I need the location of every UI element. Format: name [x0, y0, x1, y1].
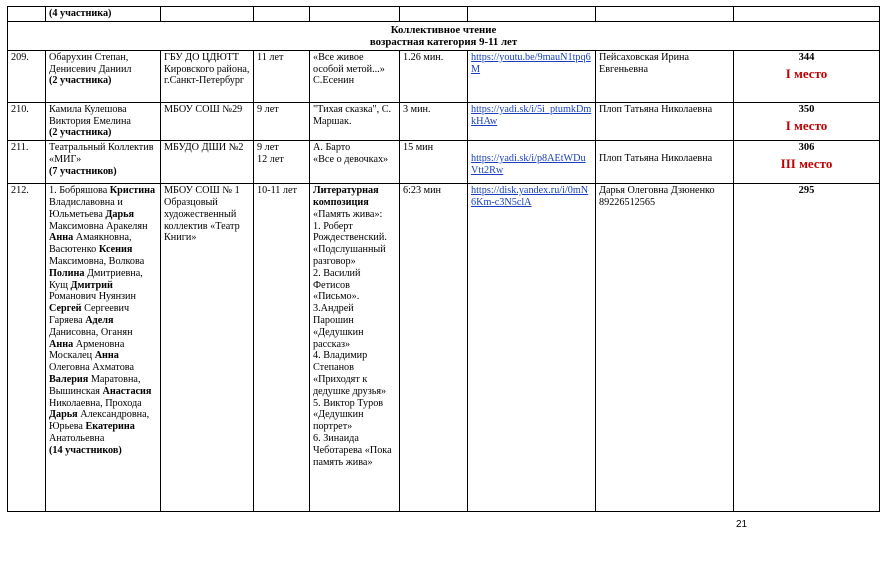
work-cell: А. Барто «Все о девочках» — [310, 141, 400, 184]
participant-name-text: Александровна, Юрьева — [49, 409, 150, 433]
participant-count: (7 участников) — [49, 165, 117, 177]
section-header-row — [8, 21, 880, 50]
section-header — [8, 21, 880, 50]
school-cell: МБОУ СОШ № 1 Образцовый художественный коллектив «Театр Книги» — [161, 184, 254, 512]
participant-count: (14 участников) — [49, 444, 122, 456]
age-cell: 9 лет 12 лет — [254, 141, 310, 184]
participant-first-name: Дарья — [105, 208, 135, 220]
participant-name-text: Максимовна, Волкова — [49, 255, 145, 267]
participant-name-text: Владиславовна и Юльметьева — [49, 196, 123, 220]
participant-first-name: Екатерина — [85, 421, 135, 433]
participant-first-name: Анна — [49, 338, 74, 350]
score-value: 344 — [798, 51, 815, 63]
results-table — [7, 6, 880, 512]
video-link[interactable]: https://yadi.sk/i/5i_ptumkDmkHAw — [471, 103, 592, 127]
participant-names: Театральный Коллектив «МИГ» — [49, 142, 154, 165]
participant-first-name: Дмитрий — [70, 279, 113, 291]
section-category: возрастная категория 9-11 лет — [369, 35, 518, 48]
participant-name-text: Олеговна Ахматова — [49, 362, 135, 374]
participant-first-name: Ксения — [98, 244, 133, 256]
link-cell — [468, 50, 596, 102]
participant-first-name: Анна — [94, 350, 119, 362]
link-cell — [468, 102, 596, 140]
teacher-name: Плоп Татьяна Николаевна — [599, 153, 713, 165]
video-link[interactable]: https://yadi.sk/i/p8AEtWDuVtt2Rw — [471, 153, 586, 176]
work-cell: "Тихая сказка", С. Маршак. — [310, 102, 400, 140]
video-link[interactable]: https://disk.yandex.ru/i/0mN6Km-c3N5clA — [471, 185, 589, 208]
duration-cell: 1.26 мин. — [400, 50, 468, 102]
score-value: 295 — [798, 185, 815, 197]
participant-names: Камила Кулешова Виктория Емелина — [49, 103, 131, 127]
participant-first-name: Полина — [49, 267, 85, 279]
section-title: Коллективное чтение — [390, 23, 497, 36]
participant-name-text: Амаякновна, Васютенко — [49, 232, 132, 256]
participant-name-text: Максимовна Аракелян — [49, 220, 148, 232]
participant-names — [49, 185, 157, 445]
participant-name-text: Анатольевна — [49, 432, 105, 444]
participant-name-text: Сергеевич Гаряева — [49, 303, 130, 326]
table-row — [8, 141, 880, 184]
place-badge: III место — [780, 156, 833, 172]
score-cell — [734, 184, 880, 512]
work-list: «Память жива»: 1. Роберт Рождественский. «Подслушанный разговор» 2. Василий Фетисов «Письмо». 3.Андрей Парошин «Дедушкин рассказ» 4. Владимир Степанов «Приходят к дедушке друзья» 5. Виктор Туров «Дедушкин портрет» 6. Зинаида Чеботарева «Пока память жива» — [313, 208, 392, 468]
teacher-cell — [596, 141, 734, 184]
duration-cell: 6:23 мин — [400, 184, 468, 512]
age-cell: 9 лет — [254, 102, 310, 140]
participant-name-text: 1. Бобряшова — [49, 185, 110, 197]
work-title: Литературная композиция — [313, 185, 379, 208]
score-cell — [734, 102, 880, 140]
link-cell — [468, 141, 596, 184]
teacher-cell: Дарья Олеговна Дзюненко 89226512565 — [596, 184, 734, 512]
video-link[interactable]: https://youtu.be/9mauN1tpq6M — [471, 51, 591, 75]
row-number: 211. — [8, 141, 46, 184]
participant-cell — [46, 184, 161, 512]
score-value: 306 — [798, 142, 815, 154]
page-number: 21 — [736, 519, 748, 530]
participant-first-name: Валерия — [49, 373, 89, 385]
table-row — [8, 102, 880, 140]
teacher-cell: Пейсаховская Ирина Евгеньевна — [596, 50, 734, 102]
participant-name-text: Данисовна, Оганян — [49, 326, 133, 338]
participant-count: (2 участника) — [49, 75, 112, 87]
participant-first-name: Дарья — [49, 409, 78, 421]
score-cell — [734, 50, 880, 102]
score-value: 350 — [798, 103, 815, 115]
participant-name-text: Николаевна, Прохода — [49, 397, 142, 409]
age-cell: 11 лет — [254, 50, 310, 102]
participant-first-name: Анна — [49, 232, 74, 244]
participant-cell — [46, 50, 161, 102]
participant-first-name: Кристина — [109, 185, 156, 197]
table-row — [8, 184, 880, 512]
participant-count: (2 участника) — [49, 127, 112, 139]
place-badge: I место — [785, 117, 828, 133]
place-badge: I место — [785, 65, 828, 81]
participant-names: Обарухин Степан, Денисевич Даниил — [49, 51, 132, 75]
continuation-row — [8, 7, 880, 22]
teacher-cell: Плоп Татьяна Николаевна — [596, 102, 734, 140]
work-cell: «Все живое особой метой...» С.Есенин — [310, 50, 400, 102]
participants-count: (4 участника) — [46, 7, 161, 22]
participant-cell — [46, 141, 161, 184]
school-cell: ГБУ ДО ЦДЮТТ Кировского района, г.Санкт-Петербург — [161, 50, 254, 102]
age-cell: 10-11 лет — [254, 184, 310, 512]
row-number: 210. — [8, 102, 46, 140]
participant-first-name: Сергей — [49, 303, 82, 315]
participant-cell — [46, 102, 161, 140]
row-number: 209. — [8, 50, 46, 102]
participant-name-text: Романович Нуянзин — [49, 291, 136, 303]
table-row — [8, 50, 880, 102]
school-cell: МБУДО ДШИ №2 — [161, 141, 254, 184]
link-cell — [468, 184, 596, 512]
row-number: 212. — [8, 184, 46, 512]
score-cell — [734, 141, 880, 184]
work-cell — [310, 184, 400, 512]
school-cell: МБОУ СОШ №29 — [161, 102, 254, 140]
participant-name-text: Маратовна, Вышинская — [49, 373, 141, 397]
participant-first-name: Аделя — [85, 314, 114, 326]
participant-name-text: Армeновна Москалец — [49, 338, 125, 362]
participant-name-text: Дмитриевна, Кущ — [49, 267, 143, 291]
participant-first-name: Анастасия — [102, 385, 152, 397]
duration-cell: 15 мин — [400, 141, 468, 184]
duration-cell: 3 мин. — [400, 102, 468, 140]
